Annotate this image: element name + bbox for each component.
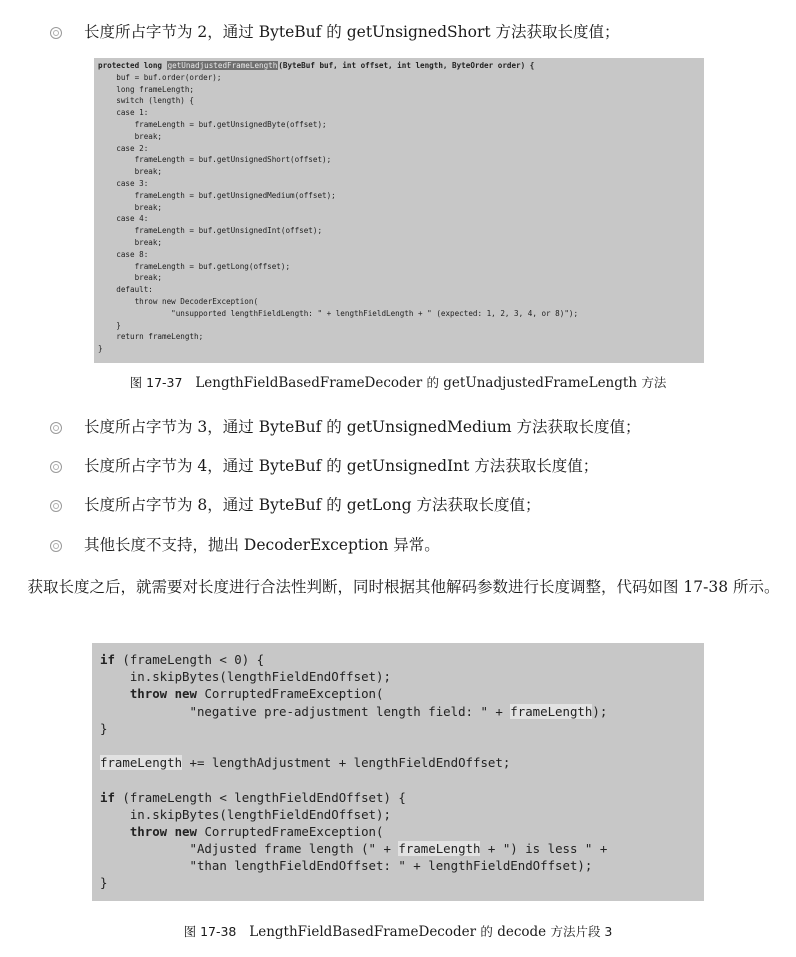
caption-text: 方法片段 3 [550,924,613,939]
code-line [100,823,696,840]
bullet-circle-icon [50,27,62,39]
code-line: } [98,344,103,354]
code-line: } [100,875,108,891]
code-line: break; [98,273,163,283]
code-line: case 3: [98,178,149,188]
code-line: default: [98,285,153,295]
code-line: break; [98,167,163,177]
code-line: } [100,720,108,736]
bullet-item [50,416,641,438]
code-line: in.skipBytes(lengthFieldEndOffset); [100,806,391,822]
bullet-item [50,494,541,516]
code-line [100,840,696,857]
caption-method-name: getUnadjustedFrameLength [443,375,638,391]
code-signature-line [98,60,700,72]
code-token [100,824,130,839]
code-line: } [98,320,121,330]
code-line: "unsupported lengthFieldLength: " + lengthFieldLength + " (expected: 1, 2, 3, 4, or 8)"); [98,308,579,318]
code-line: "than lengthFieldEndOffset: " + lengthFieldEndOffset); [100,858,593,874]
code-line: frameLength = buf.getLong(offset); [98,261,291,271]
code-line: case 4: [98,214,149,224]
code-keyword: throw new [129,823,197,839]
code-line: in.skipBytes(lengthFieldEndOffset); [100,669,391,685]
code-line [100,703,696,720]
code-token: (frameLength < lengthFieldEndOffset) { [114,789,406,805]
bullet-text: 长度所占字节为 2，通过 ByteBuf 的 getUnsignedShort 方法获取长度值； [84,23,620,41]
code-line: frameLength = buf.getUnsignedShort(offset); [98,155,332,165]
figure-label: 图 17-37 [129,375,183,390]
code-block-decode-fragment-3 [92,643,704,901]
code-keyword: throw new [129,686,197,702]
bullet-text: 长度所占字节为 8，通过 ByteBuf 的 getLong 方法获取长度值； [84,496,541,514]
code-line: case 8: [98,249,149,259]
caption-method-name: decode [497,924,547,940]
code-line: break; [98,237,163,247]
code-token: (frameLength < 0) { [114,652,265,667]
figure-caption [0,374,796,392]
bullet-circle-icon [50,540,62,552]
code-line: buf = buf.order(order); [98,72,222,82]
code-token [100,686,130,701]
code-token: + ") is less " + [480,841,608,857]
bullet-circle-icon [50,500,62,512]
code-line: break; [98,131,163,141]
code-line: long frameLength; [98,84,195,94]
code-line [100,737,696,754]
code-block-get-unadjusted-frame-length [94,58,704,363]
code-token: (ByteBuf buf, int offset, int length, ByteOrder order) { [278,61,535,70]
code-token: CorruptedFrameException( [196,686,384,702]
code-token: protected long [98,61,167,70]
code-line: case 2: [98,143,149,153]
code-line: throw new DecoderException( [98,296,259,306]
code-line [100,685,696,702]
body-paragraph: 获取长度之后，就需要对长度进行合法性判断，同时根据其他解码参数进行长度调整，代码如图 17-38 所示。 [12,578,780,596]
code-line [100,771,696,788]
bullet-item [50,21,620,43]
code-highlight-method: getUnadjustedFrameLength [167,61,278,70]
bullet-item [50,455,598,477]
bullet-text: 长度所占字节为 4，通过 ByteBuf 的 getUnsignedInt 方法获取长度值； [84,457,599,475]
code-line: break; [98,202,163,212]
code-line: case 1: [98,108,149,118]
code-line: switch (length) { [98,96,195,106]
code-token: += lengthAdjustment + lengthFieldEndOffset; [182,755,511,771]
caption-class-name: LengthFieldBasedFrameDecoder [249,924,477,940]
code-line: frameLength = buf.getUnsignedMedium(offset); [98,190,336,200]
code-highlight: frameLength [100,755,183,771]
figure-label: 图 17-38 [183,924,237,939]
bullet-text: 长度所占字节为 3，通过 ByteBuf 的 getUnsignedMedium 方法获取长度值； [84,418,641,436]
code-token: "negative pre-adjustment length field: " + [100,703,511,719]
code-line [100,789,696,806]
bullet-item [50,534,440,556]
code-line [100,651,696,668]
code-token: "Adjusted frame length (" + [100,841,399,857]
caption-text: 方法 [641,375,667,390]
code-line: return frameLength; [98,332,204,342]
bullet-text: 其他长度不支持，抛出 DecoderException 异常。 [84,536,440,554]
code-token: ); [592,703,608,719]
caption-text: 的 [480,924,493,939]
bullet-circle-icon [50,422,62,434]
caption-text: 的 [426,375,439,390]
code-line [100,754,696,771]
code-keyword: if [100,789,115,805]
caption-class-name: LengthFieldBasedFrameDecoder [195,375,423,391]
code-token: CorruptedFrameException( [196,823,384,839]
code-keyword: if [100,652,115,667]
code-highlight: frameLength [510,703,593,719]
bullet-circle-icon [50,461,62,473]
code-highlight: frameLength [398,841,481,857]
code-line: frameLength = buf.getUnsignedByte(offset); [98,119,327,129]
code-line: frameLength = buf.getUnsignedInt(offset); [98,226,323,236]
figure-caption [0,923,796,941]
